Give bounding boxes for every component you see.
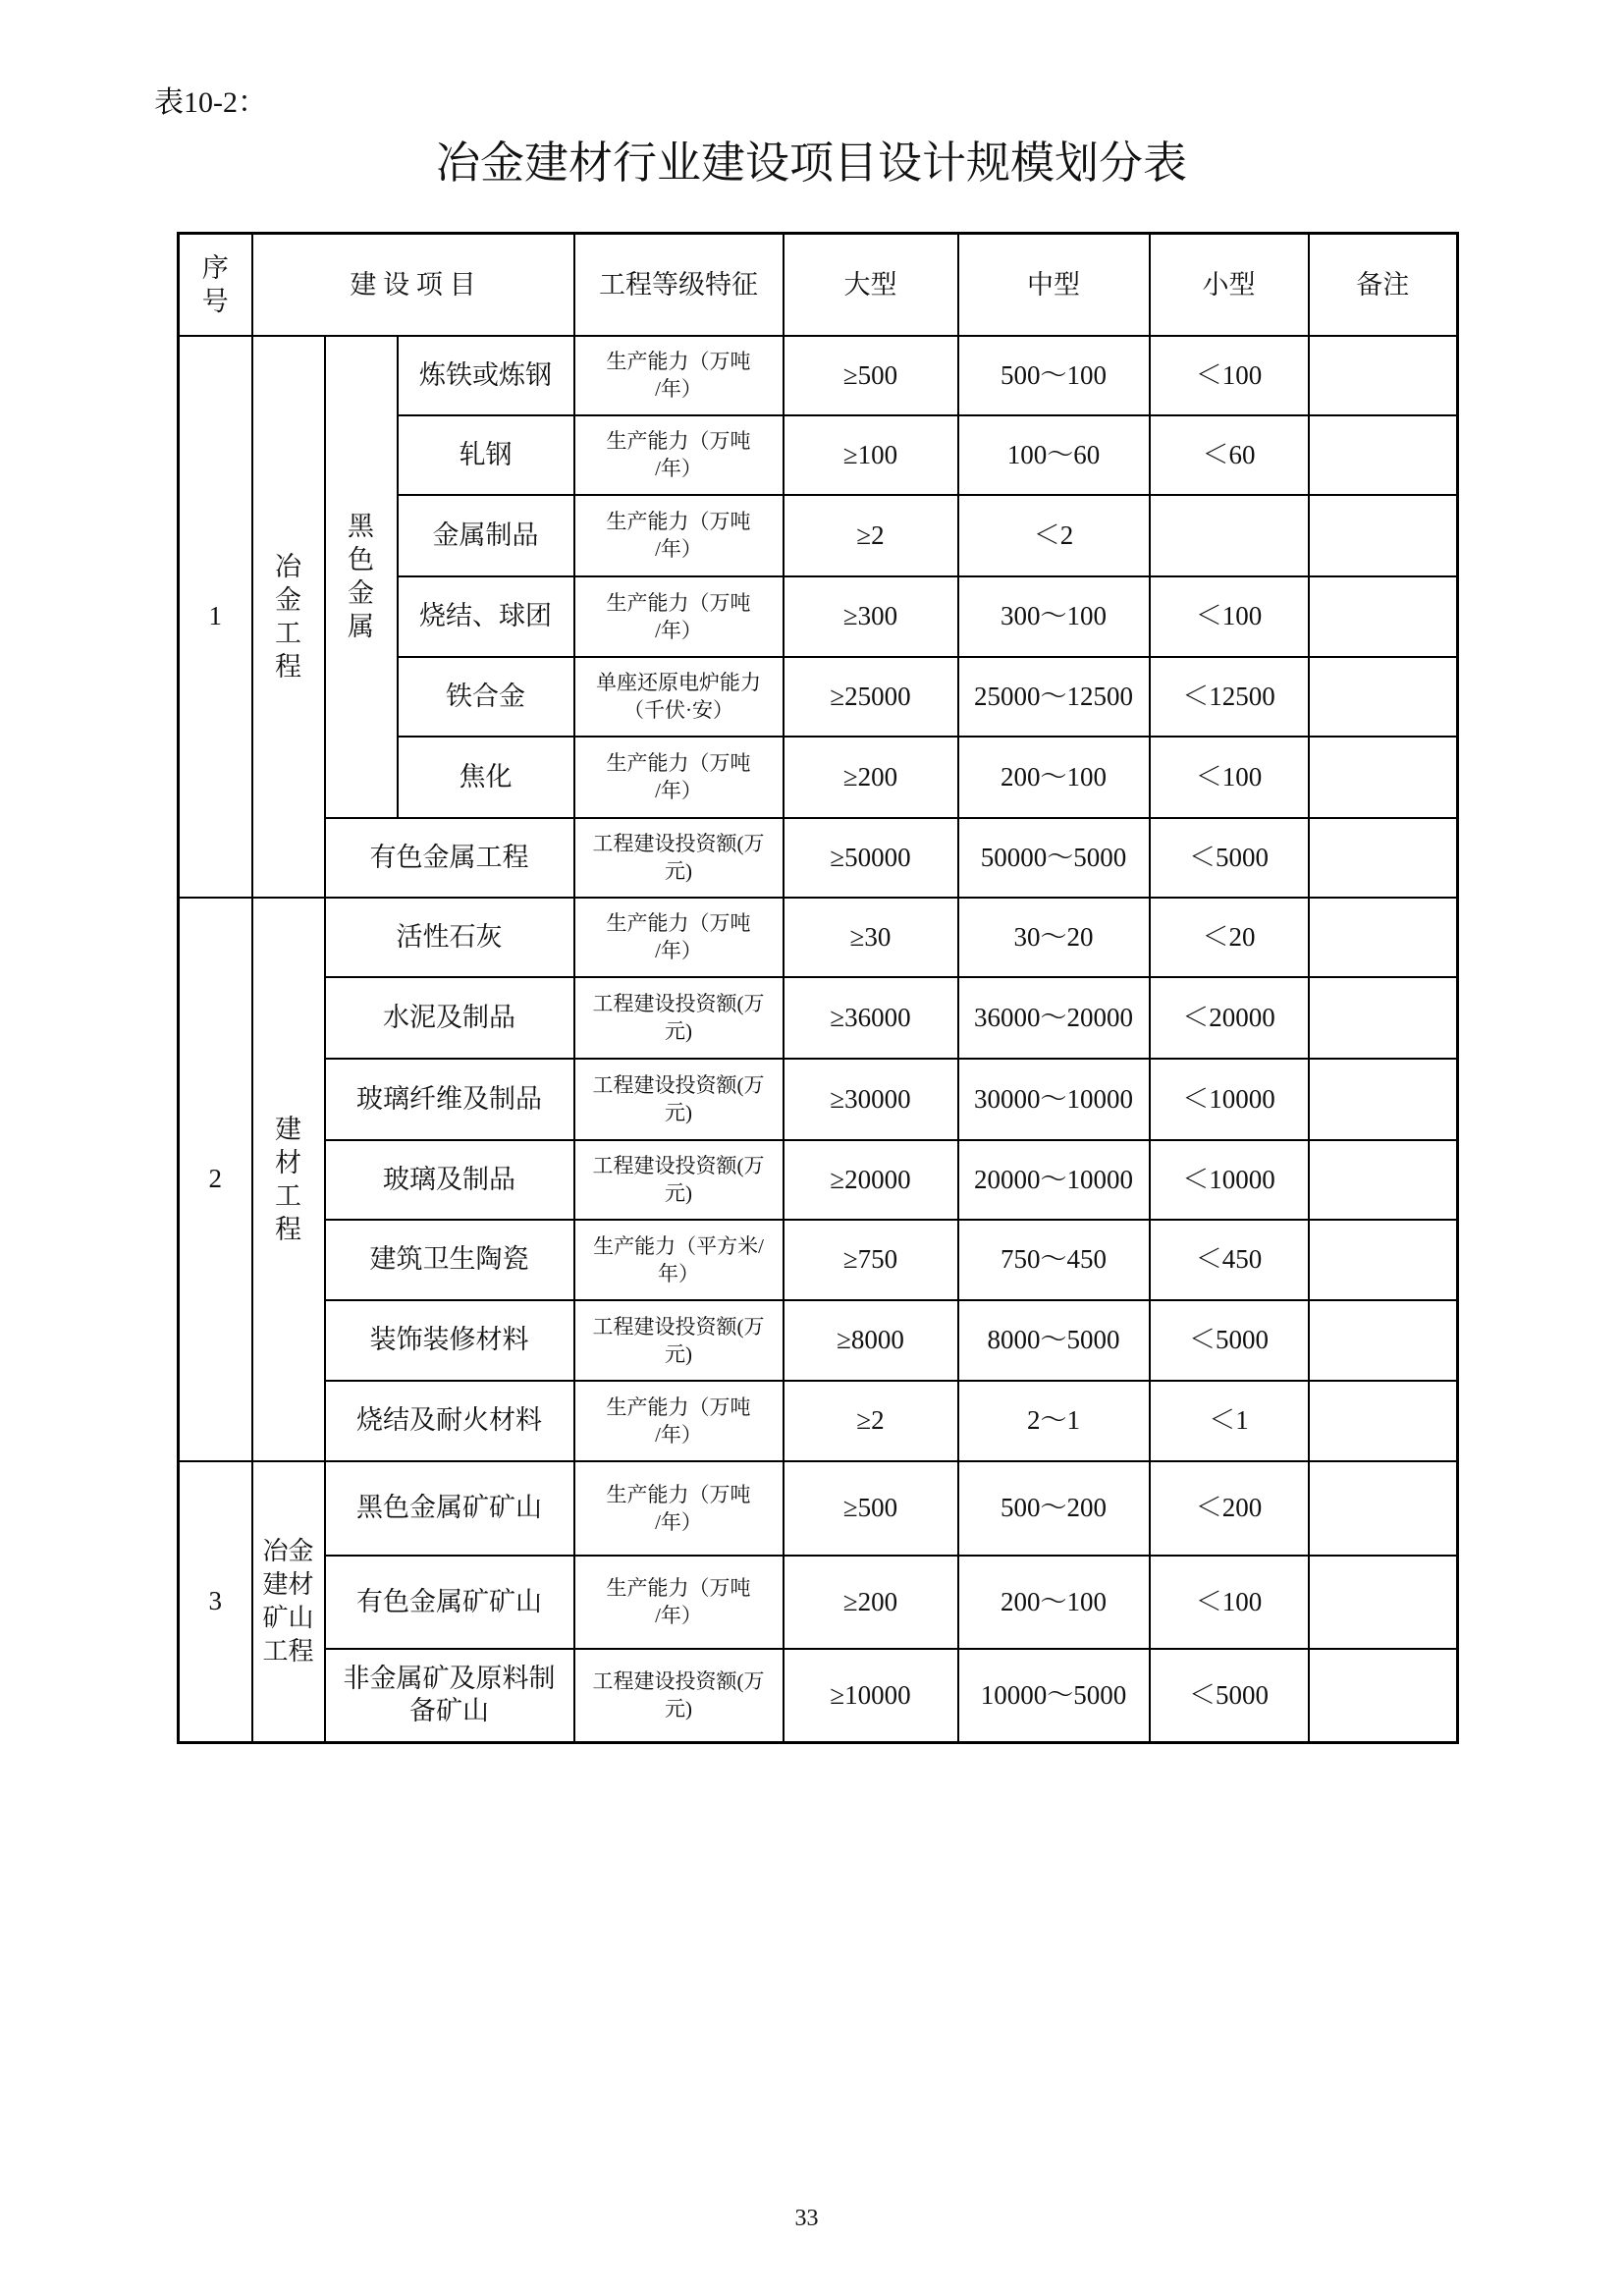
seq-cell: 3 [179,1461,252,1743]
medium-cell: 750～450 [958,1220,1150,1300]
feature-cell: 工程建设投资额(万 元) [574,1300,784,1381]
large-cell: ≥200 [784,1556,958,1649]
remark-cell [1309,1220,1458,1300]
medium-cell: 20000～10000 [958,1140,1150,1220]
table-row [179,336,1458,415]
seq-cell: 1 [179,336,252,898]
remark-cell [1309,1649,1458,1743]
design-scale-table [177,232,1459,1744]
feature-cell: 工程建设投资额(万 元) [574,977,784,1059]
small-cell: ＜20000 [1150,977,1309,1059]
feature-cell: 工程建设投资额(万 元) [574,1140,784,1220]
large-cell: ≥300 [784,576,958,657]
table-row [179,1461,1458,1556]
item-cell: 有色金属矿矿山 [325,1556,574,1649]
large-cell: ≥500 [784,1461,958,1556]
table-row [179,818,1458,898]
item-cell: 玻璃及制品 [325,1140,574,1220]
header-seq: 序号 [179,234,252,336]
large-cell: ≥200 [784,737,958,818]
table-row [179,898,1458,977]
feature-cell: 生产能力（万吨 /年） [574,336,784,415]
table-row [179,1381,1458,1461]
small-cell: ＜1 [1150,1381,1309,1461]
small-cell: ＜10000 [1150,1140,1309,1220]
large-cell: ≥500 [784,336,958,415]
category-label: 冶金建材矿山工程 [262,1536,314,1666]
large-cell: ≥25000 [784,657,958,737]
small-cell: ＜5000 [1150,818,1309,898]
feature-cell: 生产能力（万吨 /年） [574,495,784,576]
large-cell: ≥36000 [784,977,958,1059]
table-row [179,1300,1458,1381]
large-cell: ≥20000 [784,1140,958,1220]
table-row [179,1140,1458,1220]
medium-cell: 30000～10000 [958,1059,1150,1140]
feature-cell: 生产能力（万吨 /年） [574,737,784,818]
feature-cell: 生产能力（万吨 /年） [574,1461,784,1556]
header-small: 小型 [1150,234,1309,336]
item-cell: 烧结及耐火材料 [325,1381,574,1461]
remark-cell [1309,898,1458,977]
item-cell: 焦化 [398,737,574,818]
large-cell: ≥30 [784,898,958,977]
header-large: 大型 [784,234,958,336]
table-row [179,977,1458,1059]
small-cell: ＜450 [1150,1220,1309,1300]
item-cell: 水泥及制品 [325,977,574,1059]
remark-cell [1309,576,1458,657]
small-cell: ＜20 [1150,898,1309,977]
feature-cell: 生产能力（万吨 /年） [574,415,784,495]
item-cell: 黑色金属矿矿山 [325,1461,574,1556]
item-cell: 金属制品 [398,495,574,576]
large-cell: ≥10000 [784,1649,958,1743]
item-cell: 炼铁或炼钢 [398,336,574,415]
feature-cell: 工程建设投资额(万 元) [574,818,784,898]
remark-cell [1309,657,1458,737]
table-number-label: 表10-2： [154,86,267,119]
feature-cell: 单座还原电炉能力 （千伏·安） [574,657,784,737]
remark-cell [1309,1556,1458,1649]
medium-cell: 500～100 [958,336,1150,415]
remark-cell [1309,415,1458,495]
medium-cell: ＜2 [958,495,1150,576]
remark-cell [1309,818,1458,898]
small-cell: ＜100 [1150,336,1309,415]
medium-cell: 36000～20000 [958,977,1150,1059]
medium-cell: 200～100 [958,1556,1150,1649]
large-cell: ≥100 [784,415,958,495]
header-medium: 中型 [958,234,1150,336]
category-label: 冶金工程 [275,551,301,682]
page-number: 33 [794,2206,819,2231]
remark-cell [1309,495,1458,576]
medium-cell: 2～1 [958,1381,1150,1461]
item-cell: 烧结、球团 [398,576,574,657]
subcategory-label: 黑色金属 [348,512,374,641]
remark-cell [1309,1461,1458,1556]
item-cell: 活性石灰 [325,898,574,977]
item-cell: 轧钢 [398,415,574,495]
item-cell: 装饰装修材料 [325,1300,574,1381]
remark-cell [1309,1059,1458,1140]
small-cell: ＜5000 [1150,1300,1309,1381]
large-cell: ≥50000 [784,818,958,898]
seq-cell: 2 [179,898,252,1461]
item-cell: 非金属矿及原料制备矿山 [325,1649,574,1743]
medium-cell: 50000～5000 [958,818,1150,898]
small-cell: ＜100 [1150,576,1309,657]
small-cell: ＜5000 [1150,1649,1309,1743]
remark-cell [1309,977,1458,1059]
medium-cell: 500～200 [958,1461,1150,1556]
small-cell: ＜200 [1150,1461,1309,1556]
small-cell: ＜100 [1150,737,1309,818]
category-label: 建材工程 [275,1114,301,1244]
header-remark: 备注 [1309,234,1458,336]
feature-cell: 工程建设投资额(万 元) [574,1059,784,1140]
header-feature: 工程等级特征 [574,234,784,336]
table-row [179,1556,1458,1649]
feature-cell: 生产能力（万吨 /年） [574,1381,784,1461]
medium-cell: 10000～5000 [958,1649,1150,1743]
large-cell: ≥2 [784,495,958,576]
category-cell [252,336,325,898]
feature-cell: 工程建设投资额(万 元) [574,1649,784,1743]
header-project: 建 设 项 目 [252,234,574,336]
small-cell: ＜10000 [1150,1059,1309,1140]
item-cell: 有色金属工程 [325,818,574,898]
small-cell: ＜60 [1150,415,1309,495]
large-cell: ≥2 [784,1381,958,1461]
medium-cell: 8000～5000 [958,1300,1150,1381]
table-row [179,1220,1458,1300]
small-cell: ＜100 [1150,1556,1309,1649]
remark-cell [1309,1140,1458,1220]
feature-cell: 生产能力（万吨 /年） [574,898,784,977]
small-cell [1150,495,1309,576]
category-cell [252,898,325,1461]
feature-cell: 生产能力（万吨 /年） [574,1556,784,1649]
page-title: 冶金建材行业建设项目设计规模划分表 [435,137,1187,189]
medium-cell: 300～100 [958,576,1150,657]
remark-cell [1309,1300,1458,1381]
table-row [179,1059,1458,1140]
subcategory-cell [325,336,398,818]
medium-cell: 25000～12500 [958,657,1150,737]
remark-cell [1309,737,1458,818]
feature-cell: 生产能力（万吨 /年） [574,576,784,657]
feature-cell: 生产能力（平方米/ 年） [574,1220,784,1300]
medium-cell: 200～100 [958,737,1150,818]
medium-cell: 100～60 [958,415,1150,495]
category-cell [252,1461,325,1743]
table-row [179,1649,1458,1743]
item-cell: 玻璃纤维及制品 [325,1059,574,1140]
item-cell: 铁合金 [398,657,574,737]
large-cell: ≥750 [784,1220,958,1300]
remark-cell [1309,1381,1458,1461]
medium-cell: 30～20 [958,898,1150,977]
large-cell: ≥30000 [784,1059,958,1140]
remark-cell [1309,336,1458,415]
small-cell: ＜12500 [1150,657,1309,737]
large-cell: ≥8000 [784,1300,958,1381]
item-cell: 建筑卫生陶瓷 [325,1220,574,1300]
header-row [179,234,1458,336]
